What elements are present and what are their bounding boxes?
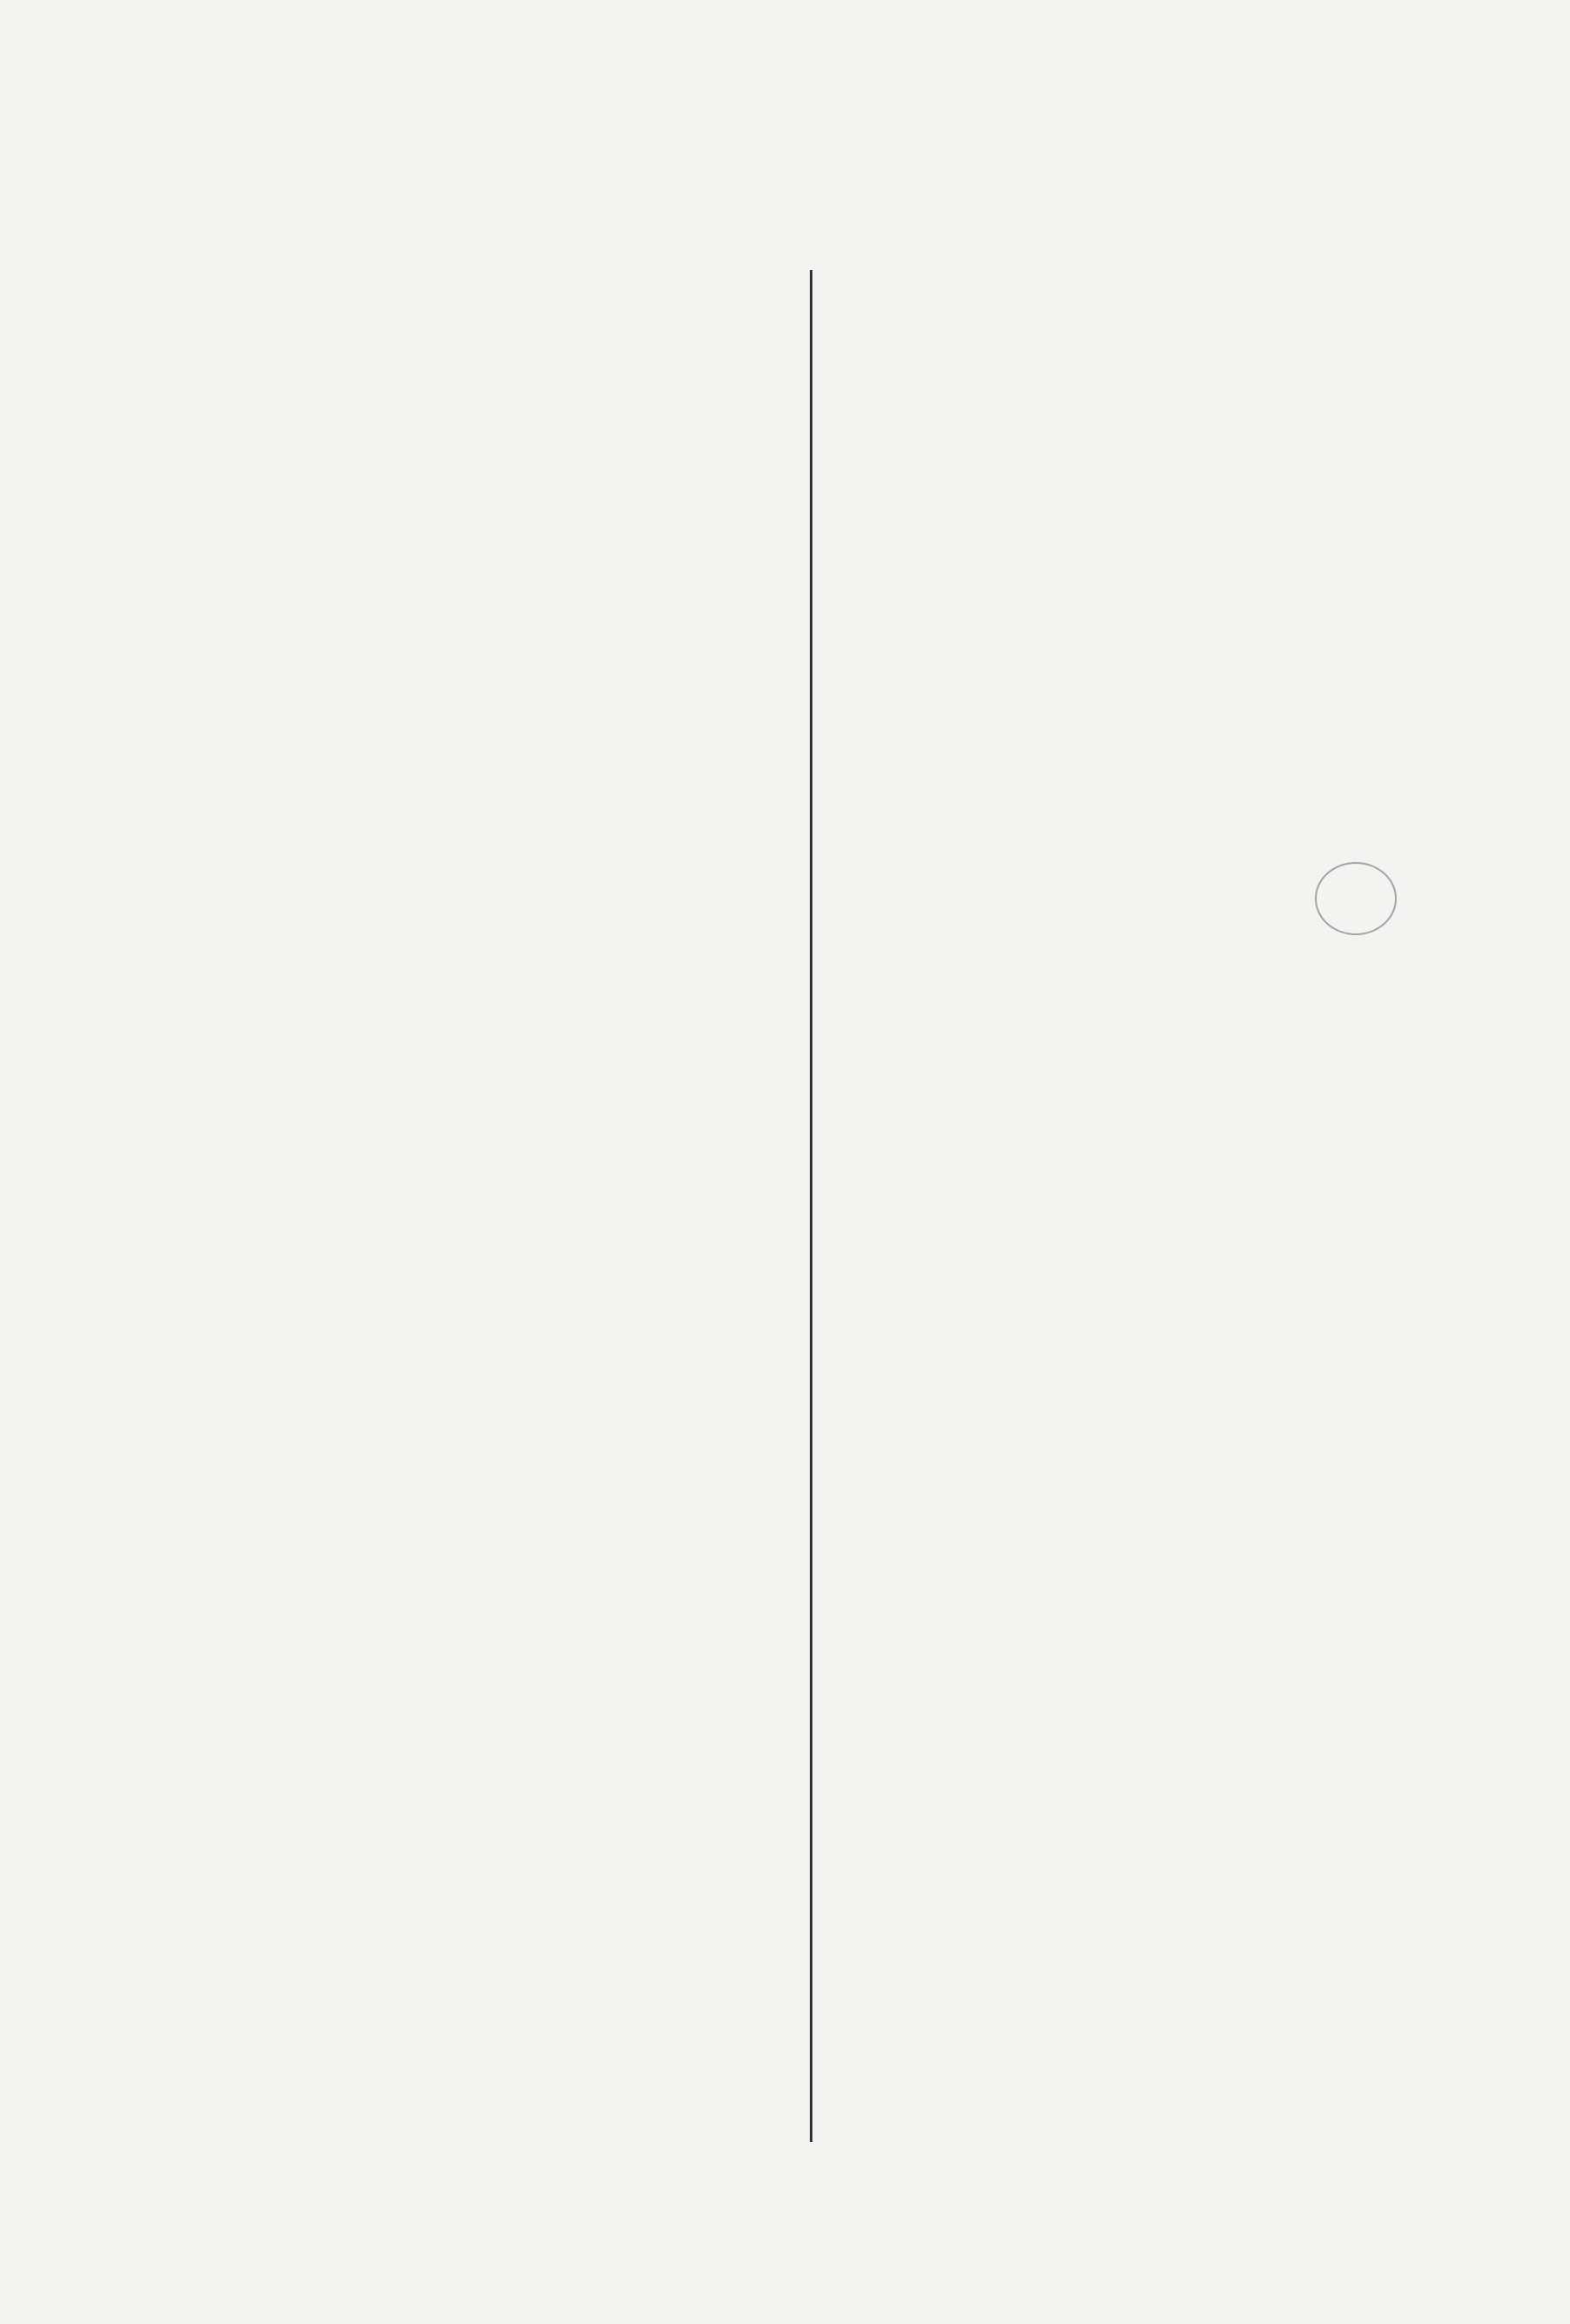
right-column [819, 279, 1480, 691]
sub-label [819, 630, 1480, 691]
section-week5-wed [819, 543, 1480, 691]
sub-label [819, 378, 1480, 439]
column-divider [810, 270, 812, 2142]
stamp-icon [1315, 862, 1397, 935]
section-week5-tue [819, 448, 1480, 535]
section-title [819, 291, 1480, 378]
section-title [819, 448, 1480, 535]
section-title [819, 543, 1480, 630]
section-week5-mon [819, 291, 1480, 439]
